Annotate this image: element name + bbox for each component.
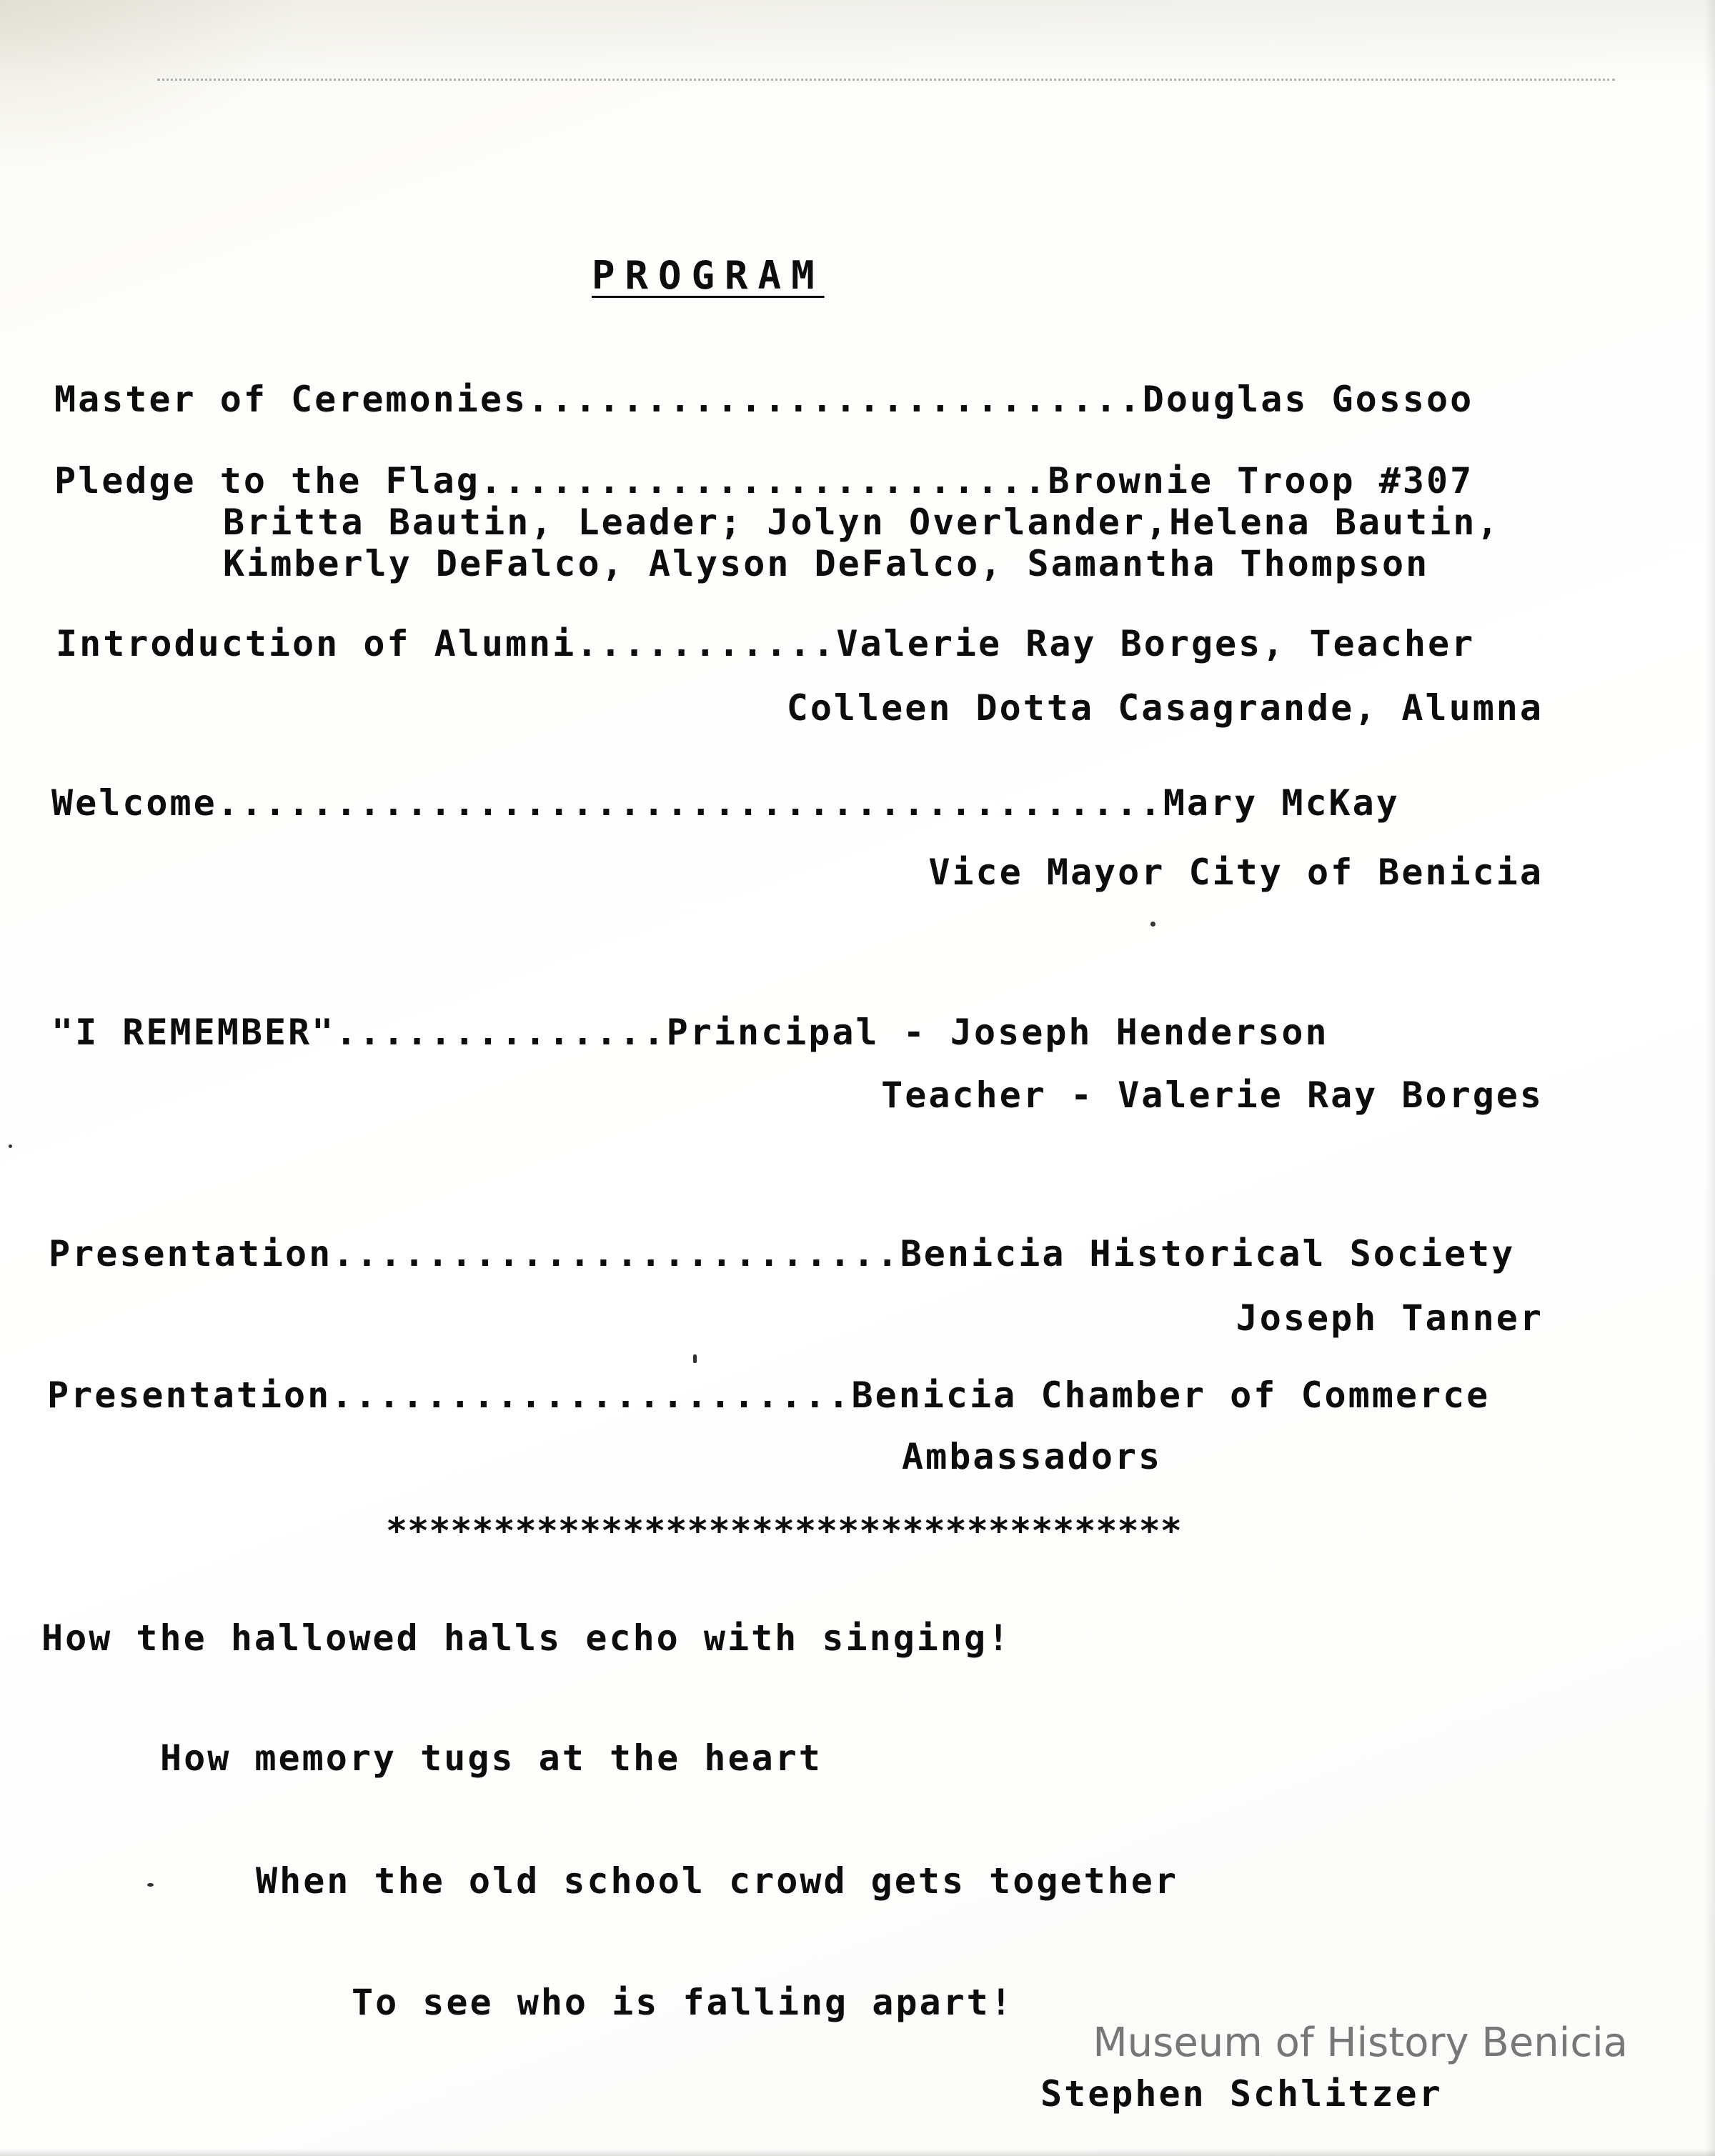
item-value: Brownie Troop #307 bbox=[1048, 460, 1474, 501]
poem-line-2: How memory tugs at the heart bbox=[160, 1737, 822, 1779]
item-value: Valerie Ray Borges, Teacher bbox=[836, 623, 1476, 664]
program-item-presentation-historical bbox=[49, 1232, 1515, 1276]
program-item-alumni-intro bbox=[56, 622, 1475, 666]
item-value: Benicia Chamber of Commerce bbox=[851, 1374, 1491, 1416]
poem-line-3: When the old school crowd gets together bbox=[256, 1860, 1178, 1902]
item-value: Principal - Joseph Henderson bbox=[666, 1012, 1329, 1053]
poem-line-4: To see who is falling apart! bbox=[352, 1982, 1014, 2023]
page-shadow-right bbox=[1705, 0, 1715, 2156]
dot-leader: .............. bbox=[335, 1012, 667, 1053]
poem-author: Stephen Schlitzer bbox=[1040, 2073, 1443, 2115]
item-value: Douglas Gossoo bbox=[1142, 379, 1474, 420]
historical-society-rep-line: Joseph Tanner bbox=[1236, 1297, 1544, 1339]
ink-speck bbox=[9, 1144, 12, 1148]
ink-speck bbox=[693, 1354, 697, 1363]
dot-leader: .......................... bbox=[527, 379, 1143, 420]
item-label: Pledge to the Flag bbox=[54, 460, 480, 501]
asterisk-divider: ************************************* bbox=[386, 1510, 1182, 1552]
item-label: Master of Ceremonies bbox=[54, 379, 528, 420]
ink-speck bbox=[1150, 922, 1155, 927]
program-item-i-remember bbox=[51, 1010, 1329, 1054]
poem-line-1: How the hallowed halls echo with singing! bbox=[41, 1617, 1012, 1659]
program-title: PROGRAM bbox=[592, 253, 825, 298]
program-item-welcome bbox=[51, 781, 1400, 825]
item-label: Presentation bbox=[49, 1233, 333, 1274]
faint-dotted-line bbox=[157, 79, 1615, 88]
item-label: "I REMEMBER" bbox=[51, 1012, 336, 1053]
dot-leader: ........... bbox=[576, 623, 837, 664]
dot-leader: ...................... bbox=[331, 1374, 852, 1416]
dot-leader: ........................ bbox=[332, 1233, 900, 1274]
item-value: Benicia Historical Society bbox=[900, 1233, 1516, 1274]
ink-speck bbox=[147, 1883, 154, 1887]
program-item-master-of-ceremonies bbox=[54, 377, 1473, 421]
item-label: Presentation bbox=[47, 1374, 332, 1416]
item-value: Mary McKay bbox=[1163, 782, 1400, 824]
dot-leader: ........................ bbox=[479, 460, 1048, 501]
museum-watermark: Museum of History Benicia bbox=[1093, 2020, 1628, 2066]
brownie-members-line-2: Kimberly DeFalco, Alyson DeFalco, Samantha Thompson bbox=[223, 543, 1430, 584]
item-label: Welcome bbox=[51, 782, 217, 824]
page-bottom-edge bbox=[0, 2149, 1715, 2156]
brownie-members-line-1: Britta Bautin, Leader; Jolyn Overlander,Helena Bautin, bbox=[223, 501, 1501, 543]
program-item-pledge bbox=[54, 459, 1473, 503]
item-label: Introduction of Alumni bbox=[56, 623, 577, 664]
alumna-line: Colleen Dotta Casagrande, Alumna bbox=[786, 687, 1544, 729]
teacher-line: Teacher - Valerie Ray Borges bbox=[881, 1074, 1544, 1116]
program-item-presentation-chamber bbox=[47, 1373, 1490, 1417]
ambassadors-line: Ambassadors bbox=[902, 1436, 1163, 1477]
vice-mayor-line: Vice Mayor City of Benicia bbox=[928, 852, 1544, 893]
dot-leader: ........................................ bbox=[217, 782, 1163, 824]
